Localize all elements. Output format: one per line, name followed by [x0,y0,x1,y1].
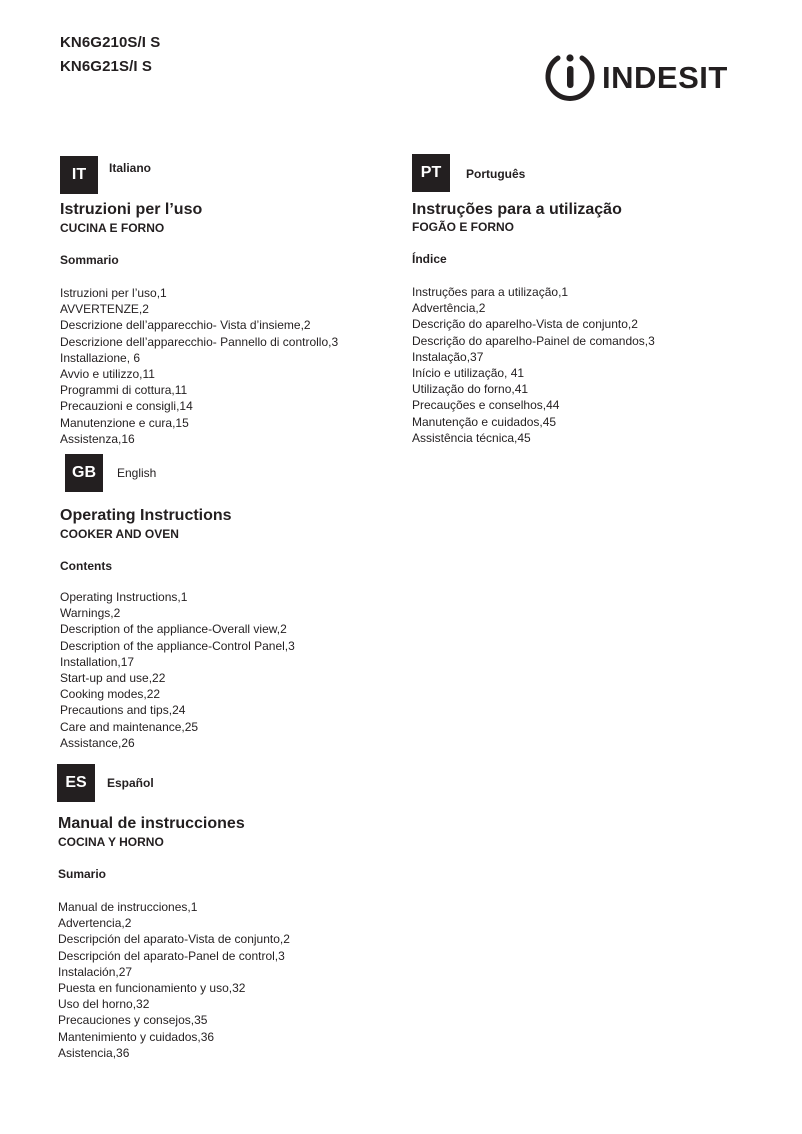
toc-item: Programmi di cottura,11 [60,383,188,398]
toc-item: Assistenza,16 [60,431,135,446]
toc-item: Asistencia,36 [58,1045,130,1060]
toc-list-es [58,899,290,1061]
manual-subtitle-gb: COOKER AND OVEN [60,527,179,541]
language-badge-es: ES [57,764,95,802]
manual-subtitle-pt: FOGÃO E FORNO [412,220,514,234]
indesit-power-i-icon [543,48,738,104]
language-label-gb: English [117,466,157,480]
toc-item: Assistência técnica,45 [412,430,531,445]
toc-item: Warnings,2 [60,606,121,621]
manual-title-gb: Operating Instructions [60,507,232,524]
toc-item: Instalación,27 [58,964,133,979]
toc-item: Instruções para a utilização,1 [412,285,569,299]
toc-item: Precautions and tips,24 [60,703,186,718]
toc-heading-pt: Índice [412,252,447,266]
toc-item: Advertencia,2 [58,916,132,931]
toc-item: Uso del horno,32 [58,997,150,1012]
toc-heading-es: Sumario [58,867,107,881]
language-badge-gb: GB [65,454,103,492]
toc-item: Descrição do aparelho-Vista de conjunto,2 [412,317,638,332]
toc-item: Care and maintenance,25 [60,719,199,734]
toc-item: Precauções e conselhos,44 [412,398,560,413]
manual-title-es: Manual de instrucciones [58,815,245,832]
language-badge-pt: PT [412,154,450,192]
toc-item: Descrição do aparelho-Painel de comandos,3 [412,333,655,348]
toc-item: Istruzioni per l’uso,1 [60,286,167,300]
toc-item: Descripción del aparato-Panel de control,3 [58,948,285,963]
brand-name: INDESIT [602,60,728,95]
toc-heading-it: Sommario [60,253,119,267]
indesit-logo [543,48,738,104]
language-label-es: Español [107,776,154,790]
manual-subtitle-it: CUCINA E FORNO [60,221,165,235]
model-number-2: KN6G21S/I S [60,58,152,75]
toc-item: Installazione, 6 [60,350,141,365]
toc-item: Installation,17 [60,654,135,669]
language-label-pt: Português [466,167,526,181]
manual-title-pt: Instruções para a utilização [412,201,622,218]
toc-item: Descripción del aparato-Vista de conjunto,2 [58,932,290,947]
toc-item: Precauciones y consejos,35 [58,1013,208,1028]
toc-item: Precauzioni e consigli,14 [60,399,193,414]
toc-heading-gb: Contents [60,559,112,573]
toc-item: Avvio e utilizzo,11 [60,367,155,382]
toc-item: Description of the appliance-Overall view,2 [60,622,287,637]
toc-list-pt [412,284,655,446]
toc-list-gb [60,589,295,751]
toc-item: Start-up and use,22 [60,671,166,686]
toc-item: Manutenção e cuidados,45 [412,414,557,429]
manual-title-it: Istruzioni per l’uso [60,201,203,218]
toc-item: AVVERTENZE,2 [60,302,149,317]
language-label-it: Italiano [109,161,152,175]
toc-item: Descrizione dell’apparecchio- Vista d’insieme,2 [60,318,311,333]
toc-item: Cooking modes,22 [60,687,161,702]
toc-item: Assistance,26 [60,735,135,750]
toc-item: Puesta en funcionamiento y uso,32 [58,981,246,996]
toc-item: Advertência,2 [412,301,486,316]
toc-item: Manutenzione e cura,15 [60,415,189,430]
toc-item: Description of the appliance-Control Panel,3 [60,638,295,653]
toc-item: Mantenimiento y cuidados,36 [58,1029,215,1044]
model-number-1: KN6G210S/I S [60,34,161,51]
toc-list-it [60,285,338,447]
language-badge-it: IT [60,156,98,194]
manual-subtitle-es: COCINA Y HORNO [58,835,164,849]
toc-item: Utilização do forno,41 [412,382,529,397]
toc-item: Manual de instrucciones,1 [58,900,198,914]
toc-item: Início e utilização, 41 [412,366,525,381]
toc-item: Descrizione dell’apparecchio- Pannello di controllo,3 [60,334,339,349]
toc-item: Operating Instructions,1 [60,590,188,604]
toc-item: Instalação,37 [412,349,484,364]
